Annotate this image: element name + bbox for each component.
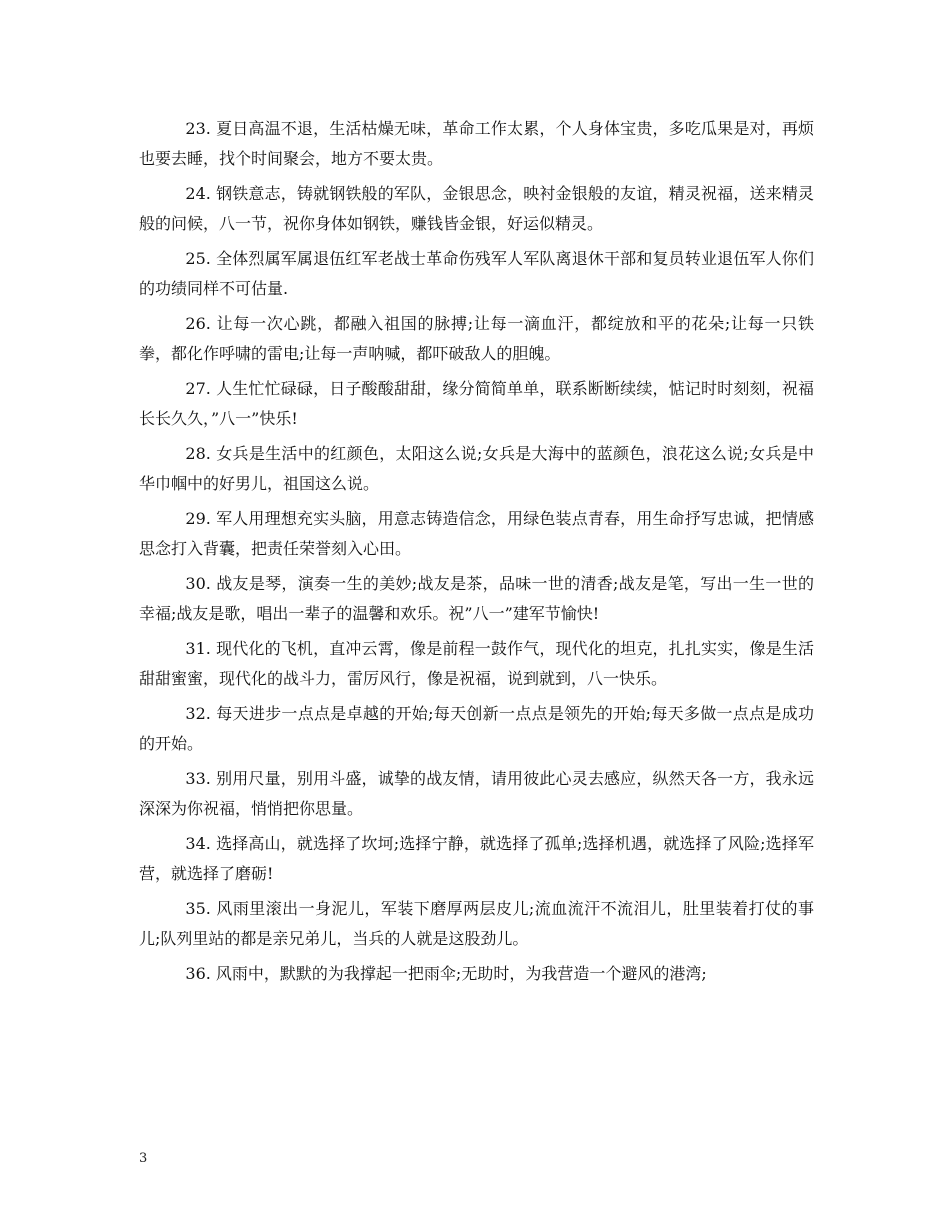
paragraph-36: 36. 风雨中，默默的为我撑起一把雨伞;无助时，为我营造一个避风的港湾; — [185, 964, 707, 983]
paragraph-27: 27. 人生忙忙碌碌，日子酸酸甜甜，缘分简简单单，联系断断续续，惦记时时刻刻，祝福长长久久，”八一”快乐! — [139, 379, 814, 428]
paragraph-30: 30. 战友是琴，演奏一生的美妙;战友是茶，品味一世的清香;战友是笔，写出一生一世的幸福;战友是歌，唱出一辈子的温馨和欢乐。祝”八一”建军节愉快! — [139, 574, 814, 623]
paragraph-33: 33. 别用尺量，别用斗盛，诚挚的战友情，请用彼此心灵去感应，纵然天各一方，我永远深深为你祝福，悄悄把你思量。 — [139, 769, 814, 818]
paragraph-23: 23. 夏日高温不退，生活枯燥无味，革命工作太累，个人身体宝贵，多吃瓜果是对，再烦也要去睡，找个时间聚会，地方不要太贵。 — [139, 119, 814, 168]
page-number: 3 — [139, 1151, 148, 1166]
paragraph-26: 26. 让每一次心跳，都融入祖国的脉搏;让每一滴血汗，都绽放和平的花朵;让每一只铁拳，都化作呼啸的雷电;让每一声呐喊，都吓破敌人的胆魄。 — [139, 314, 814, 363]
paragraph-24: 24. 钢铁意志，铸就钢铁般的军队，金银思念，映衬金银般的友谊，精灵祝福，送来精灵般的问候，八一节，祝你身体如钢铁，赚钱皆金银，好运似精灵。 — [139, 184, 814, 233]
document-body — [139, 114, 814, 995]
paragraph-31: 31. 现代化的飞机，直冲云霄，像是前程一鼓作气，现代化的坦克，扎扎实实，像是生活甜甜蜜蜜，现代化的战斗力，雷厉风行，像是祝福，说到就到，八一快乐。 — [139, 639, 814, 688]
paragraph-32: 32. 每天进步一点点是卓越的开始;每天创新一点点是领先的开始;每天多做一点点是成功的开始。 — [139, 704, 814, 753]
paragraph-28: 28. 女兵是生活中的红颜色，太阳这么说;女兵是大海中的蓝颜色，浪花这么说;女兵是中华巾帼中的好男儿，祖国这么说。 — [139, 444, 814, 493]
paragraph-35: 35. 风雨里滚出一身泥儿，军装下磨厚两层皮儿;流血流汗不流泪儿，肚里装着打仗的事儿;队列里站的都是亲兄弟儿，当兵的人就是这股劲儿。 — [139, 899, 814, 948]
paragraph-29: 29. 军人用理想充实头脑，用意志铸造信念，用绿色装点青春，用生命抒写忠诚，把情感思念打入背囊，把责任荣誉刻入心田。 — [139, 509, 814, 558]
paragraph-25: 25. 全体烈属军属退伍红军老战士革命伤残军人军队离退休干部和复员转业退伍军人你们的功绩同样不可估量. — [139, 249, 814, 298]
paragraph-34: 34. 选择高山，就选择了坎坷;选择宁静，就选择了孤单;选择机遇，就选择了风险;选择军营，就选择了磨砺! — [139, 834, 814, 883]
